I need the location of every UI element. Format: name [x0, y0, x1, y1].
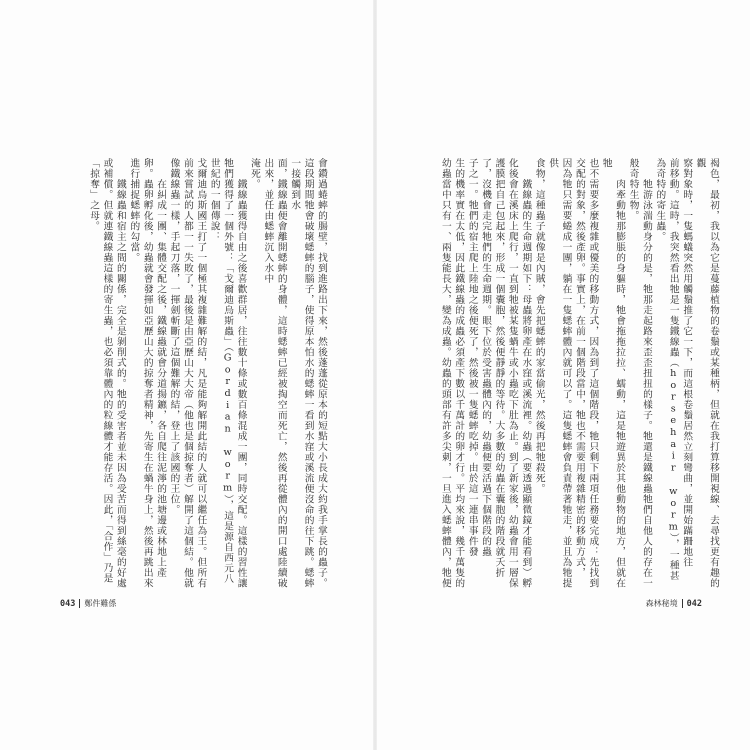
right-running-head: 森林秘境	[645, 599, 678, 608]
folio-divider	[79, 599, 80, 608]
left-running-head: 鄭件難係	[84, 599, 117, 608]
left-page-body-text: 會鑽過蜷蟀的腸壁，找到進路出下來，然後蓬蓬從原本的短點大小長成大約我手掌長的蟲子。 這段期間牠會破壞蟋蟀的腦子，使得原本怕水的蟋蟀一看到水窪或溪流便沒命的往下跳。蟋蟀一接觸到水 面，鐵線蟲便會離開蟋蟀的身體，這時蟋蟀已經被掏空而死亡，然後再從體內的開口處陸續破出來，並任由蟋蟀沉入水中 淹死。 鐵線蟲獲得自由之後喜歡群居，往往數十條或數百條混成一團，同時交配。這樣的習性讓 牠們獲得了一個外號：「戈爾迪烏斯蟲」（Gordian worm），這是源自西元八世紀的一個傳說： 戈爾迪烏斯國王打了一個極其複雜難解的結，凡是能夠解開此結的人就可以繼任為王。但所有 前來嘗試的人都一一失敗了，最後是由亞歷山大大帝（他也是個掠奪者）解開了這個結。他就 像鐵線蟲一樣，手起刀落，一揮劍斬斷了這個難解的結，登上了該國的王位。 在糾成一團、集體交配之後，鐵線蟲就會分道揚鑣，各自爬往泥濘的池塘邊或林地上產 卵。蟲卵孵化後，幼蟲就會發揮如亞歷山大的掠奪者精神，先寄生在蝸牛身上，然後再跳出來 進行捕捉蟋蟀的勾當。 鐵線蟲和宿主之間的關係，完全是剝削式的。牠的受害者並未因為受苦而得到絲毫的好處 或補償。但就連鐵線蟲這樣的寄生蟲，也必須靠體內的粒線體才能存活。因此，「合作」乃是 「掠奪」之母。	[88, 158, 327, 589]
right-page-body-text: 褐色，最初，我以為它是蔓藤植物的卷鬚或某種柄，但就在我打算移開視線、去尋找更有趣的觀 察對象時，一隻螞蟻突然用觸鬚推了它一下，而這根卷鬚居然立刻彎曲，並開始蹣跚地往 前移動。這時，我突然看出牠是一隻鐵線蟲（horsehair worm），一種甚為奇特的寄生蟲。 牠游泳湍動身分的是，牠那走起路來歪歪扭扭的樣子。牠還是鐵線蟲牠們自他人的存在一般奇特生物。 肉牽動牠那膨脹的身軀時，牠會拖拖拉拉、蠕動，這是牠遊異於其他動物的地方，但就在牠 也不需要多麼複雜或優美的移動方式，因為到了這個階段，牠只剩下兩項任務要完成：先找到 交配的對象，然後產卵。事實上，在前一個階段當中，牠也不需要用複雜精密的移動方式， 因為牠只需要蜷成一團，躺在一隻蟋蟀體內就可以了。這隻蟋蟀會負責帶著牠走，並且為牠提供 食物，這種蟲子就像是內賊，會先把蟋蟀的家當偷光，然後再把牠殺死。 鐵線蟲的生命週期如下：母蟲將卵產在水窪或溪流裡。幼蟲（要透過顯微鏡才能看到）孵 化後會在溪床上爬行，一直到牠被某隻蝸牛或小蟲吃下肚為止。到了新家後，幼蟲會用一層保 護膜把自己包起來，形成一個囊胞，然後便靜靜的等待。大多數的幼蟲在囊胞的階段就夭折 了，沒機會走完牠們的生命週期。眼下位於受害蟲體內的，幼蟲便要活過下個階段的蟲 子之一。牠們的宿主爬上陸地之後便死了，然後被一隻蟋蟀吃掉。由於這一連串事件發 生的機率實在太低，因此鐵線蟲的成蟲必須產下數以千萬計的卵才行。平均來說，幾千萬隻的 幼蟲當中只有一、兩隻能長大，變為成蟲。幼蟲的頭部有許多尖刺，一旦進入蟋蟀體內，牠便	[439, 158, 719, 589]
book-gutter	[373, 0, 377, 750]
folio-divider	[682, 599, 683, 608]
left-page-footer	[60, 598, 116, 609]
left-page-number: 043	[60, 598, 76, 609]
right-page-number: 042	[686, 598, 702, 609]
right-page-footer	[646, 598, 702, 609]
